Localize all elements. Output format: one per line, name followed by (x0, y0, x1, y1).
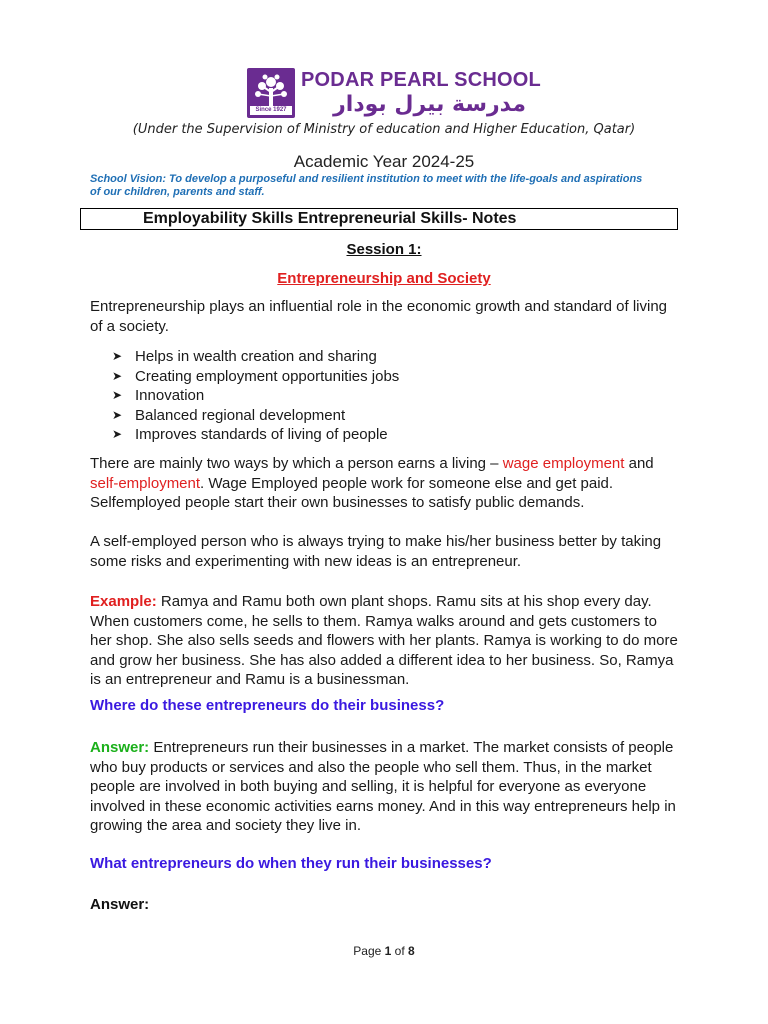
wage-employment-term: wage employment (502, 455, 625, 472)
section-heading: Entrepreneurship and Society (277, 270, 491, 287)
question-what-entrepreneurs-do: What entrepreneurs do when they run their businesses? (90, 855, 492, 872)
list-item: ➤ Innovation (112, 387, 205, 405)
arrow-bullet-icon: ➤ (112, 368, 123, 383)
benefits-list (112, 347, 399, 445)
supervision-note: (Under the Supervision of Ministry of education and Higher Education, Qatar) (132, 122, 636, 137)
question-where-business: Where do these entrepreneurs do their business? (90, 697, 445, 714)
intro-paragraph: Entrepreneurship plays an influential role in the economic growth and standard of living of a society. (90, 298, 668, 335)
answer-paragraph: Answer: Entrepreneurs run their businesses in a market. The market consists of people who buy products or services and also the people who sell them. Thus, in the market people are involved in both buying and selling, it is helpful for everyone as everyone involved in these economic activities earns money. And in this way entrepreneurs help in growing the area and society they live in. (90, 739, 676, 834)
livelihood-paragraph: There are mainly two ways by which a person earns a living – wage employment and self-employment. Wage Employed people work for someone else and get paid. Selfemployed people start their own businesses to satisfy public demands. (90, 455, 654, 511)
arrow-bullet-icon: ➤ (112, 407, 123, 422)
self-employed-paragraph: A self-employed person who is always trying to make his/her business better by taking some risks and experimenting with new ideas is an entrepreneur. (90, 533, 662, 570)
school-logo (247, 68, 541, 118)
arrow-bullet-icon: ➤ (112, 427, 123, 442)
academic-year: Academic Year 2024-25 (293, 152, 475, 171)
school-name: PODAR PEARL SCHOOL (301, 69, 541, 91)
page-footer: Page 1 of 8 (353, 944, 415, 958)
list-item: ➤ Helps in wealth creation and sharing (112, 348, 377, 365)
list-item: ➤ Balanced regional development (112, 406, 346, 424)
self-employment-term: self-employment (90, 474, 201, 492)
document-title: Employability Skills Entrepreneurial Skills- Notes (143, 210, 517, 227)
tree-emblem-icon (247, 68, 295, 118)
school-name-arabic: مدرسة بيرل بودار (333, 92, 526, 117)
page-total: 8 (408, 944, 415, 958)
answer-label: Answer: (90, 739, 150, 756)
page-current: 1 (384, 944, 392, 958)
example-label: Example: (90, 593, 157, 610)
list-item: ➤ Creating employment opportunities jobs (112, 367, 400, 385)
since-label: Since 1927 (250, 106, 292, 115)
example-paragraph: Example: Ramya and Ramu both own plant shops. Ramu sits at his shop every day. When customers come, he sells to them. Ramya walks around and gets customers to her shop. She also sells seeds and flowers with her plants. Ramya is working to do more and grow her business. She has also added a different idea to her business. So, Ramya is an entrepreneur and Ramu is a businessman. (90, 593, 678, 688)
list-item: ➤ Improves standards of living of people (112, 426, 388, 444)
document-title-box (80, 208, 678, 230)
answer-label-empty: Answer: (90, 896, 150, 913)
arrow-bullet-icon: ➤ (112, 349, 123, 363)
arrow-bullet-icon: ➤ (112, 388, 123, 403)
school-vision: School Vision: To develop a purposeful and resilient institution to meet with the life-goals and aspirations of our children, parents and staff. (90, 173, 643, 198)
session-heading: Session 1: (346, 241, 422, 258)
